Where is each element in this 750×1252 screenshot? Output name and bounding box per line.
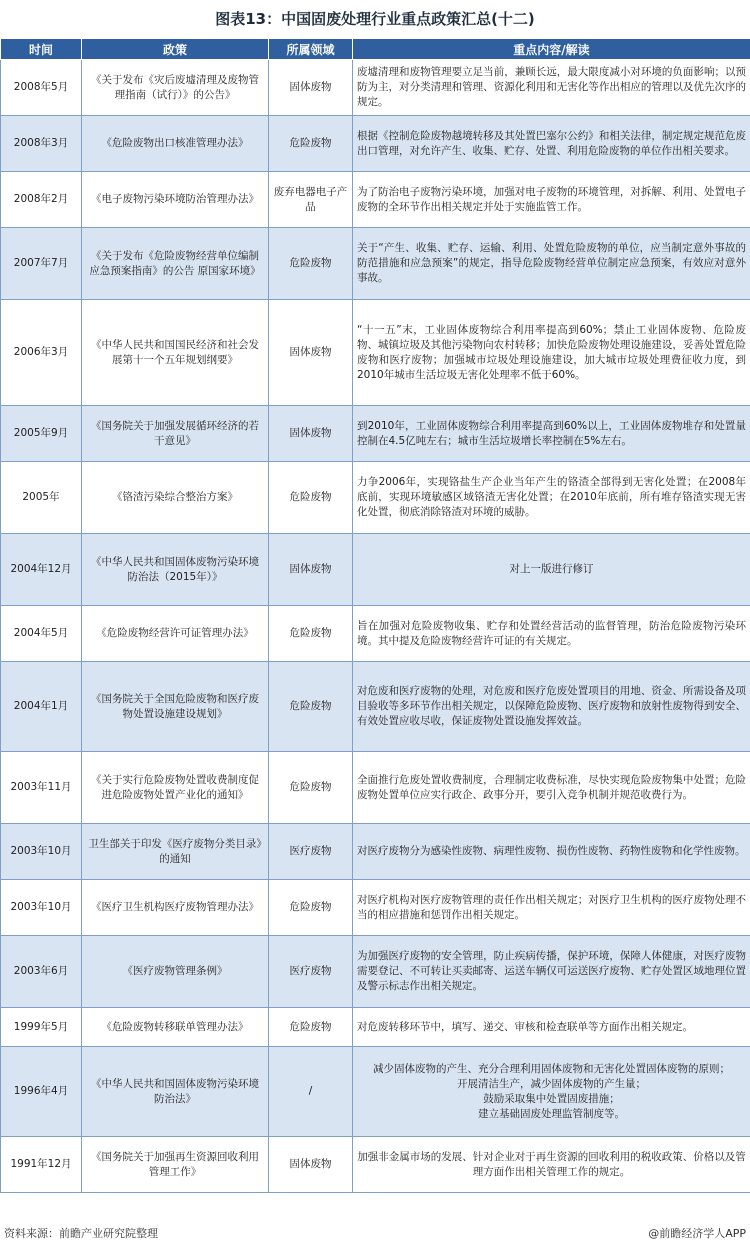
table-row [1,824,750,880]
cell-field: 危险废物 [269,752,353,824]
header-time: 时间 [1,39,82,60]
cell-field: 危险废物 [269,228,353,300]
cell-field: 危险废物 [269,880,353,936]
table-row [1,172,750,228]
cell-content: 对危废转移环节中，填写、递交、审核和检查联单等方面作出相关规定。 [353,1008,750,1047]
cell-policy: 《关于发布《灾后废墟清理及废物管理指南（试行）》的公告》 [82,60,269,116]
cell-policy: 《关于发布《危险废物经营单位编制应急预案指南》的公告 原国家环境》 [82,228,269,300]
cell-policy: 《中华人民共和国固体废物污染环境防治法》 [82,1047,269,1137]
brand-credit: @前瞻经济学人APP [648,1227,746,1240]
cell-time: 2003年11月 [1,752,82,824]
cell-field: 危险废物 [269,662,353,752]
header-policy: 政策 [82,39,269,60]
cell-policy: 《医疗废物管理条例》 [82,936,269,1008]
cell-policy: 《中华人民共和国国民经济和社会发展第十一个五年规划纲要》 [82,300,269,406]
cell-field: 废弃电器电子产品 [269,172,353,228]
table-row [1,880,750,936]
cell-field: 危险废物 [269,116,353,172]
cell-time: 2005年9月 [1,406,82,462]
cell-time: 2003年10月 [1,880,82,936]
cell-field: 固体废物 [269,406,353,462]
cell-policy: 《电子废物污染环境防治管理办法》 [82,172,269,228]
cell-field: 医疗废物 [269,936,353,1008]
cell-time: 2003年10月 [1,824,82,880]
cell-content: 为了防治电子废物污染环境，加强对电子废物的环境管理，对拆解、利用、处置电子废物的全环节作出相关规定并处于实施监管工作。 [353,172,750,228]
cell-policy: 《医疗卫生机构医疗废物管理办法》 [82,880,269,936]
cell-content: 为加强医疗废物的安全管理，防止疾病传播，保护环境，保障人体健康，对医疗废物需要登记、不可转让买卖邮寄、运送车辆仅可运送医疗废物、贮存处置区域地理位置及警示标志作出相关规定。 [353,936,750,1008]
cell-policy: 《危险废物经营许可证管理办法》 [82,606,269,662]
cell-field: 危险废物 [269,1008,353,1047]
cell-time: 2007年7月 [1,228,82,300]
table-body [1,60,750,1193]
cell-policy: 卫生部关于印发《医疗废物分类目录》的通知 [82,824,269,880]
cell-content: 废墟清理和废物管理要立足当前，兼顾长远，最大限度减小对环境的负面影响；以预防为主，对分类清理和管理、资源化利用和无害化等作出相应的管理以及优先次序的规定。 [353,60,750,116]
cell-policy: 《国务院关于全国危险废物和医疗废物处置设施建设规划》 [82,662,269,752]
table-row [1,462,750,534]
cell-content: 对医疗机构对医疗废物管理的责任作出相关规定；对医疗卫生机构的医疗废物处理不当的相应措施和惩罚作出相关规定。 [353,880,750,936]
cell-time: 2008年2月 [1,172,82,228]
cell-field: 固体废物 [269,60,353,116]
cell-policy: 《国务院关于加强发展循环经济的若干意见》 [82,406,269,462]
cell-content: 对危废和医疗废物的处理，对危废和医疗危废处置项目的用地、资金、所需设备及项目验收等多环节作出相关规定，以保障危险废物、医疗废物和放射性废物得到安全、有效处置应收尽收，保证废物处置设施发挥效益。 [353,662,750,752]
cell-time: 1996年4月 [1,1047,82,1137]
table-header-row [1,39,750,60]
footer [0,1220,750,1244]
cell-content: 全面推行危废处置收费制度，合理制定收费标准，尽快实现危险废物集中处置；危险废物处置单位应实行政企、政事分开，要引入竞争机制并规范收费行为。 [353,752,750,824]
cell-time: 2003年6月 [1,936,82,1008]
policy-table [0,38,750,1193]
cell-content: 力争2006年，实现铬盐生产企业当年产生的铬渣全部得到无害化处置；在2008年底前，实现环境敏感区域铬渣无害化处置；在2010年底前，所有堆存铬渣实现无害化处置，彻底消除铬渣对环境的威胁。 [353,462,750,534]
cell-content: 加强非金属市场的发展、针对企业对于再生资源的回收利用的税收政策、价格以及管理方面作出相关管理工作的规定。 [353,1137,750,1193]
cell-content: 到2010年，工业固体废物综合利用率提高到60%以上，工业固体废物堆存和处置量控制在4.5亿吨左右；城市生活垃圾增长率控制在5%左右。 [353,406,750,462]
cell-policy: 《危险废物出口核准管理办法》 [82,116,269,172]
cell-policy: 《铬渣污染综合整治方案》 [82,462,269,534]
table-row [1,936,750,1008]
cell-field: 危险废物 [269,606,353,662]
cell-content: 旨在加强对危险废物收集、贮存和处置经营活动的监督管理，防治危险废物污染环境。其中提及危险废物经营许可证的有关规定。 [353,606,750,662]
table-row [1,60,750,116]
cell-content: 根据《控制危险废物越境转移及其处置巴塞尔公约》和相关法律，制定规定规范危废出口管理，对允许产生、收集、贮存、处置、利用危险废物的单位作出相关要求。 [353,116,750,172]
cell-time: 2004年1月 [1,662,82,752]
header-field: 所属领域 [269,39,353,60]
table-row [1,300,750,406]
cell-content: 关于“产生、收集、贮存、运输、利用、处置危险废物的单位，应当制定意外事故的防范措施和应急预案”的规定，指导危险废物经营单位制定应急预案，有效应对意外事故。 [353,228,750,300]
cell-policy: 《中华人民共和国固体废物污染环境防治法（2015年）》 [82,534,269,606]
table-row [1,406,750,462]
table-row [1,1047,750,1137]
cell-content: “十一五”末，工业固体废物综合利用率提高到60%；禁止工业固体废物、危险废物、城镇垃圾及其他污染物向农村转移；加快危险废物处理设施建设，妥善处置危险废物和医疗废物；加强城市垃圾处理设施建设，加大城市垃圾处理费征收力度，到2010年城市生活垃圾无害化处理率不低于60%。 [353,300,750,406]
table-row [1,534,750,606]
header-content: 重点内容/解读 [353,39,750,60]
cell-field: 固体废物 [269,1137,353,1193]
cell-time: 2006年3月 [1,300,82,406]
table-row [1,228,750,300]
page-title: 图表13：中国固废处理行业重点政策汇总(十二) [215,10,535,28]
cell-policy: 《关于实行危险废物处置收费制度促进危险废物处置产业化的通知》 [82,752,269,824]
table-row [1,662,750,752]
cell-time: 2008年3月 [1,116,82,172]
cell-content: 对上一版进行修订 [353,534,750,606]
cell-time: 2004年5月 [1,606,82,662]
table-row [1,606,750,662]
cell-time: 1999年5月 [1,1008,82,1047]
table-row [1,752,750,824]
cell-field: 固体废物 [269,534,353,606]
cell-content: 对医疗废物分为感染性废物、病理性废物、损伤性废物、药物性废物和化学性废物。 [353,824,750,880]
cell-time: 2008年5月 [1,60,82,116]
cell-field: 医疗废物 [269,824,353,880]
table-row [1,1137,750,1193]
cell-policy: 《国务院关于加强再生资源回收利用管理工作》 [82,1137,269,1193]
cell-time: 2005年 [1,462,82,534]
cell-field: 危险废物 [269,462,353,534]
cell-field: / [269,1047,353,1137]
cell-time: 2004年12月 [1,534,82,606]
cell-content: 减少固体废物的产生、充分合理利用固体废物和无害化处置固体废物的原则； 开展清洁生产，减少固体废物的产生量； 鼓励采取集中处置固废措施； 建立基础固废处理监管制度等。 [353,1047,750,1137]
cell-field: 固体废物 [269,300,353,406]
source-note: 资料来源：前瞻产业研究院整理 [4,1227,158,1240]
table-row [1,1008,750,1047]
table-row [1,116,750,172]
cell-time: 1991年12月 [1,1137,82,1193]
cell-policy: 《危险废物转移联单管理办法》 [82,1008,269,1047]
